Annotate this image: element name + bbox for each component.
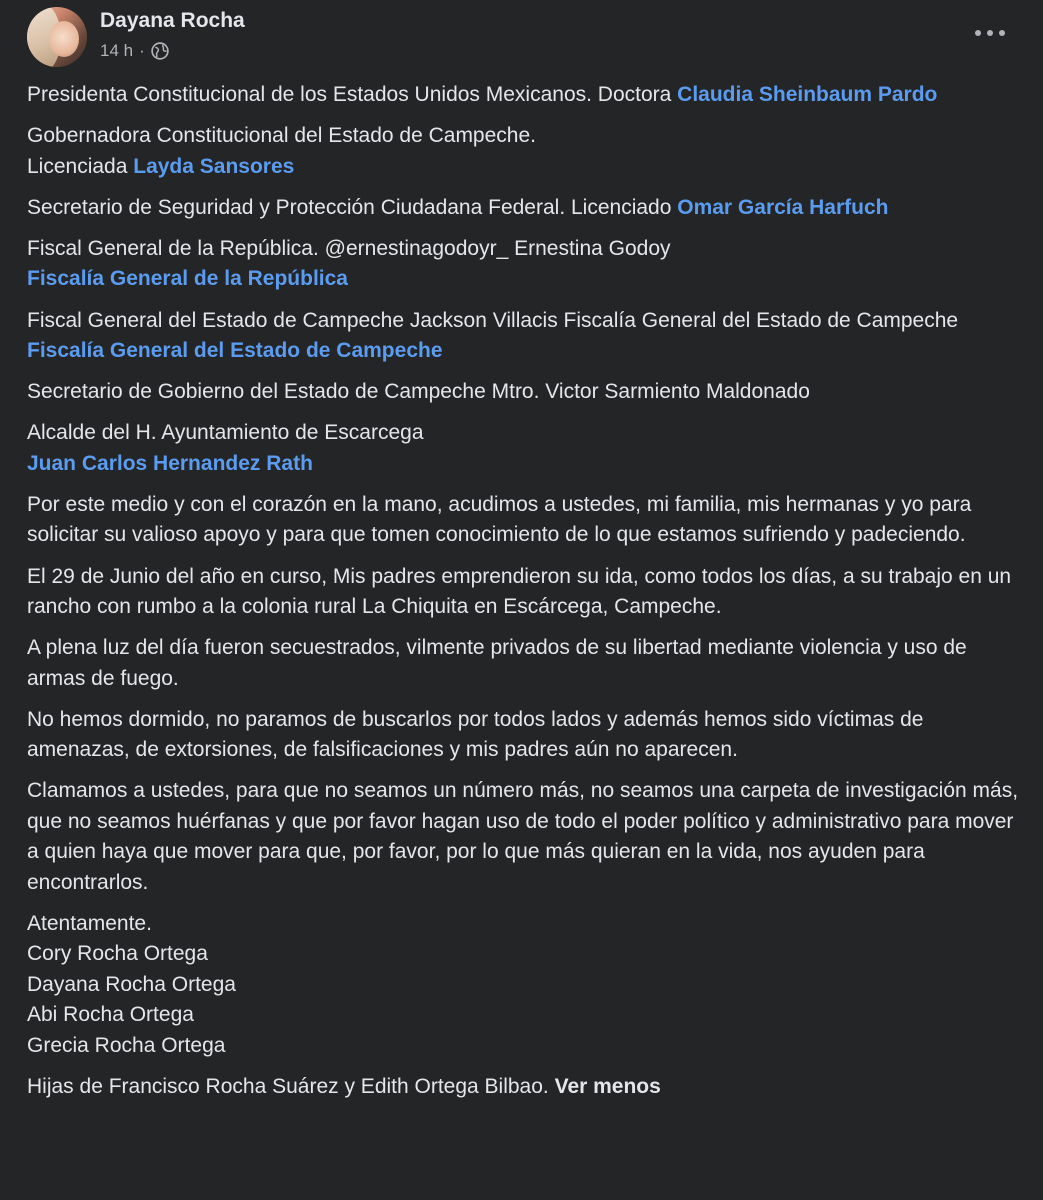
post-meta [100, 41, 169, 61]
paragraph-addressee-fiscal-general: Fiscal General de la República. @ernestinagodoyr_ Ernestina Godoy Fiscalía General de la República [27, 237, 671, 291]
meta-separator: · [139, 41, 145, 60]
author-name[interactable]: Dayana Rocha [100, 9, 245, 32]
post-time[interactable]: 14 h [100, 41, 134, 60]
mention-link[interactable]: Layda Sansores [133, 154, 295, 178]
dot [975, 30, 981, 36]
signature-name: Dayana Rocha Ortega [27, 972, 236, 996]
signature-name: Abi Rocha Ortega [27, 1003, 194, 1027]
post-header [0, 0, 1043, 80]
dot [999, 30, 1005, 36]
paragraph-addressee-president: Presidenta Constitucional de los Estados Unidos Mexicanos. Doctora Claudia Sheinbaum Pardo [27, 83, 938, 106]
dot [987, 30, 993, 36]
mention-link[interactable]: Juan Carlos Hernandez Rath [27, 451, 313, 475]
mention-link[interactable]: Omar García Harfuch [677, 195, 889, 219]
paragraph-kidnapping: A plena luz del día fueron secuestrados, vilmente privados de su libertad mediante violencia y uso de armas de fuego. [27, 636, 967, 690]
paragraph-addressee-mayor: Alcalde del H. Ayuntamiento de Escarcega Juan Carlos Hernandez Rath [27, 421, 424, 475]
paragraph-threats: No hemos dormido, no paramos de buscarlos por todos lados y además hemos sido víctimas de amenazas, de extorsiones, de falsificaciones y mis padres aún no aparecen. [27, 707, 924, 762]
more-options-icon[interactable] [975, 23, 1005, 43]
paragraph-signatures [27, 909, 1022, 1061]
signature-name: Grecia Rocha Ortega [27, 1033, 226, 1057]
paragraph-addressee-governor: Gobernadora Constitucional del Estado de Campeche. Licenciada Layda Sansores [27, 124, 536, 178]
paragraph-addressee-secretary: Secretario de Gobierno del Estado de Campeche Mtro. Victor Sarmiento Maldonado [27, 380, 810, 404]
mention-link[interactable]: Fiscalía General de la República [27, 267, 348, 291]
mention-link[interactable]: Fiscalía General del Estado de Campeche [27, 339, 443, 363]
paragraph-addressee-security: Secretario de Seguridad y Protección Ciudadana Federal. Licenciado Omar García Harfuch [27, 195, 889, 219]
paragraph-event: El 29 de Junio del año en curso, Mis padres emprendieron su ida, como todos los días, a su trabajo en un rancho con rumbo a la colonia rural La Chiquita en Escárcega, Campeche. [27, 564, 1012, 619]
see-less-button[interactable]: Ver menos [554, 1074, 661, 1098]
globe-icon[interactable] [151, 42, 169, 60]
paragraph-plea: Clamamos a ustedes, para que no seamos un número más, no seamos una carpeta de investigación más, que no seamos huérfanas y que por favor hagan uso de todo el poder político y administrativo para mover a quien haya que mover para que, por favor, por lo que más quieran en la vida, nos ayuden para encontrarlos. [27, 779, 1019, 894]
mention-link[interactable]: Claudia Sheinbaum Pardo [677, 83, 938, 106]
avatar[interactable] [27, 7, 87, 67]
signoff: Atentamente. [27, 911, 152, 935]
paragraph-addressee-state-fiscal: Fiscal General del Estado de Campeche Jackson Villacis Fiscalía General del Estado de Campeche Fiscalía General del Estado de Campeche [27, 308, 959, 363]
avatar-face [49, 21, 79, 57]
paragraph-closing: Hijas de Francisco Rocha Suárez y Edith Ortega Bilbao. Ver menos [27, 1074, 661, 1098]
paragraph-request: Por este medio y con el corazón en la mano, acudimos a ustedes, mi familia, mis hermanas y yo para solicitar su valioso apoyo y para que tomen conocimiento de lo que estamos sufriendo y padeciendo. [27, 493, 972, 547]
post-content [27, 80, 1022, 1113]
signature-name: Cory Rocha Ortega [27, 942, 208, 966]
